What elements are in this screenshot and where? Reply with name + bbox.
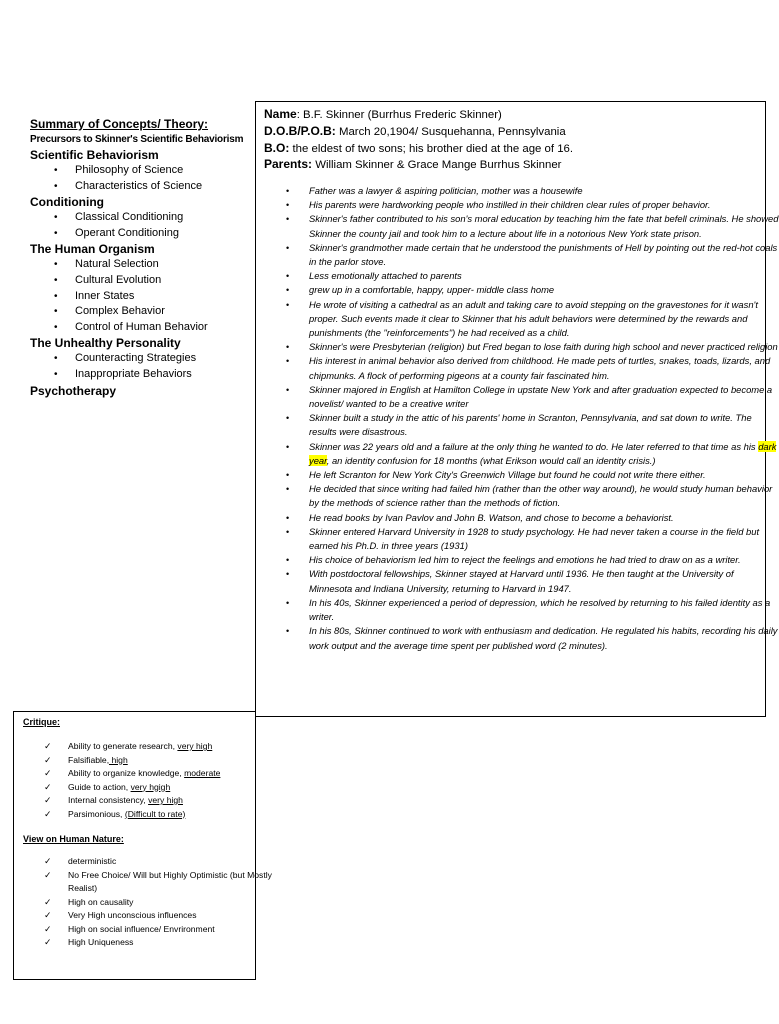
biography-bullet: • Skinner majored in English at Hamilton College in upstate New York and after graduation expected to become a novelist/ wanted to be a creative writer <box>309 383 779 411</box>
section-list <box>30 210 250 241</box>
view-title: View on Human Nature: <box>23 834 124 844</box>
view-item: ✓ High on social influence/ Envrironment <box>68 923 298 937</box>
biography-bullet: • In his 80s, Skinner continued to work with enthusiasm and dedication. He regulated his habits, recording his daily work output and the average time spent per published word (2 minutes). <box>309 624 779 652</box>
biography-bullet: • His choice of behaviorism led him to reject the feelings and emotions he had tried to draw on as a writer. <box>309 553 779 567</box>
section-item: • Complex Behavior <box>75 304 250 320</box>
biography-bullet: • He wrote of visiting a cathedral as an adult and taking care to avoid stepping on the gravestones for it wasn't proper. Such events made it clear to Skinner that his adult behaviors were determined by the rewards and punishments (the "reinforcements") he had received as a child. <box>309 298 779 341</box>
biography-bullet: • Skinner's were Presbyterian (religion) but Fred began to lose faith during high school and never practiced religion <box>309 340 779 354</box>
section-item: • Classical Conditioning <box>75 210 250 226</box>
critique-item <box>68 767 298 781</box>
critique-item <box>68 740 298 754</box>
section-item: • Control of Human Behavior <box>75 320 250 336</box>
biography-bullet: • His parents were hardworking people who instilled in their children clear rules of proper behavior. <box>309 198 779 212</box>
section-list <box>30 351 250 382</box>
section-item: • Characteristics of Science <box>75 179 250 195</box>
biography-bullet: • Father was a lawyer & aspiring politician, mother was a housewife <box>309 184 779 198</box>
parents-line <box>264 157 759 174</box>
view-item: ✓ Very High unconscious influences <box>68 909 298 923</box>
critique-label: Internal consistency, <box>68 795 149 805</box>
critique-label: Guide to action, <box>68 781 131 792</box>
biography-box <box>255 101 779 717</box>
critique-rating: (Difficult to rate) <box>124 808 186 819</box>
biography-bullet: • His interest in animal behavior also derived from childhood. He made pets of turtles, snakes, toads, lizards, and chipmunks. A flock of performing pigeons at a county fair fascinated him. <box>309 354 779 382</box>
section-title: Scientific Behaviorism <box>30 148 159 162</box>
view-item: ✓ High on causality <box>68 896 298 910</box>
section-item: • Counteracting Strategies <box>75 351 250 367</box>
biography-bullet: • He left Scranton for New York City's Greenwich Village but found he could not write there either. <box>309 468 779 482</box>
biography-bullet: • He decided that since writing had failed him (rather than the other way around), he would study human behavior by the methods of science rather than the methods of fiction. <box>309 482 779 510</box>
name-value: : B.F. Skinner (Burrhus Frederic Skinner) <box>296 109 502 121</box>
section-list <box>30 257 250 335</box>
biography-bullet: • With postdoctoral fellowships, Skinner stayed at Harvard until 1936. He then taught at the University of Minnesota and Indiana University, returning to Harvard in 1947. <box>309 567 779 595</box>
critique-label: Falsifiable <box>68 754 107 765</box>
critique-rating: very high <box>177 741 213 751</box>
critique-rating: moderate <box>184 768 221 778</box>
critique-title: Critique: <box>23 717 60 727</box>
critique-rating: very high <box>148 795 183 805</box>
biography-bullet: • Skinner entered Harvard University in 1928 to study psychology. He had never taken a course in the field but earned his Ph.D. in three years (1931) <box>309 525 779 553</box>
birth-order-value: the eldest of two sons; his brother died at the age of 16. <box>289 142 574 155</box>
view-item: ✓ High Uniqueness <box>68 936 298 950</box>
name-label: Name <box>264 107 297 121</box>
critique-list <box>14 740 298 821</box>
bullet-text: Skinner was 22 years old and a failure at the only thing he wanted to do. He later referred to that time as his <box>309 440 759 452</box>
view-list <box>14 855 298 950</box>
critique-label: Parsimonious, <box>68 808 125 819</box>
biography-bullet: • grew up in a comfortable, happy, upper- middle class home <box>309 283 779 297</box>
critique-rating: very hgigh <box>130 781 171 792</box>
summary-sections <box>30 147 250 399</box>
dob-value: March 20,1904/ Susquehanna, Pennsylvania <box>335 125 566 138</box>
precursors-heading: Precursors to Skinner's Scientific Behaviorism <box>30 134 244 145</box>
section-list <box>30 163 250 194</box>
birth-order-line <box>264 141 759 158</box>
view-item: ✓ deterministic <box>68 855 298 869</box>
section-item: • Inappropriate Behaviors <box>75 367 250 383</box>
parents-label: Parents: <box>264 157 313 172</box>
highlighted-text: dark year <box>309 440 777 466</box>
section-title: The Human Organism <box>30 242 155 257</box>
biography-bullet: • Skinner's father contributed to his son's moral education by teaching him the fate that befell criminals. He showed Skinner the county jail and took him to a lecture about life in a notorious New York state prison. <box>309 212 779 240</box>
bullet-text: , an identity confusion for 18 months (what Erikson would call an identity crisis.) <box>326 454 656 466</box>
biography-bullet <box>309 440 779 468</box>
biography-bullet: • In his 40s, Skinner experienced a period of depression, which he resolved by returning to his failed identity as a writer. <box>309 596 779 624</box>
critique-box <box>13 711 272 980</box>
section-item: • Cultural Evolution <box>75 273 250 289</box>
biography-header <box>264 107 759 174</box>
critique-label: Ability to generate research, <box>68 741 178 751</box>
dob-line <box>264 124 759 141</box>
summary-heading: Summary of Concepts/ Theory: <box>30 117 209 131</box>
critique-label: Ability to organize knowledge, <box>68 768 185 778</box>
critique-item <box>68 794 298 808</box>
critique-rating: , high <box>106 754 128 765</box>
biography-bullet: • He read books by Ivan Pavlov and John B. Watson, and chose to become a behaviorist. <box>309 511 779 525</box>
section-item: • Inner States <box>75 289 250 305</box>
biography-bullet-list <box>286 184 779 653</box>
section-title: Psychotherapy <box>30 383 117 398</box>
biography-bullet: • Skinner's grandmother made certain that he understood the punishments of Hell by pointing out the red-hot coals in the parlor stove. <box>309 241 779 269</box>
critique-item <box>68 781 298 795</box>
biography-bullet: • Skinner built a study in the attic of his parents' home in Scranton, Pennsylvania, and sat down to write. The results were disastrous. <box>309 411 779 439</box>
view-item: ✓ No Free Choice/ Will but Highly Optimistic (but Mostly Realist) <box>68 869 298 896</box>
section-item: • Natural Selection <box>75 257 250 273</box>
biography-bullet: • Less emotionally attached to parents <box>309 269 779 283</box>
section-item: • Operant Conditioning <box>75 226 250 242</box>
summary-panel <box>30 117 250 399</box>
critique-item <box>68 808 298 822</box>
section-title: The Unhealthy Personality <box>30 336 181 351</box>
section-title: Conditioning <box>30 195 104 210</box>
name-line <box>264 107 759 124</box>
parents-value: William Skinner & Grace Mange Burrhus Skinner <box>312 159 562 172</box>
dob-label: D.O.B/P.O.B: <box>264 123 336 138</box>
critique-item <box>68 754 298 768</box>
section-item: • Philosophy of Science <box>75 163 250 179</box>
birth-order-label: B.O: <box>264 140 290 155</box>
